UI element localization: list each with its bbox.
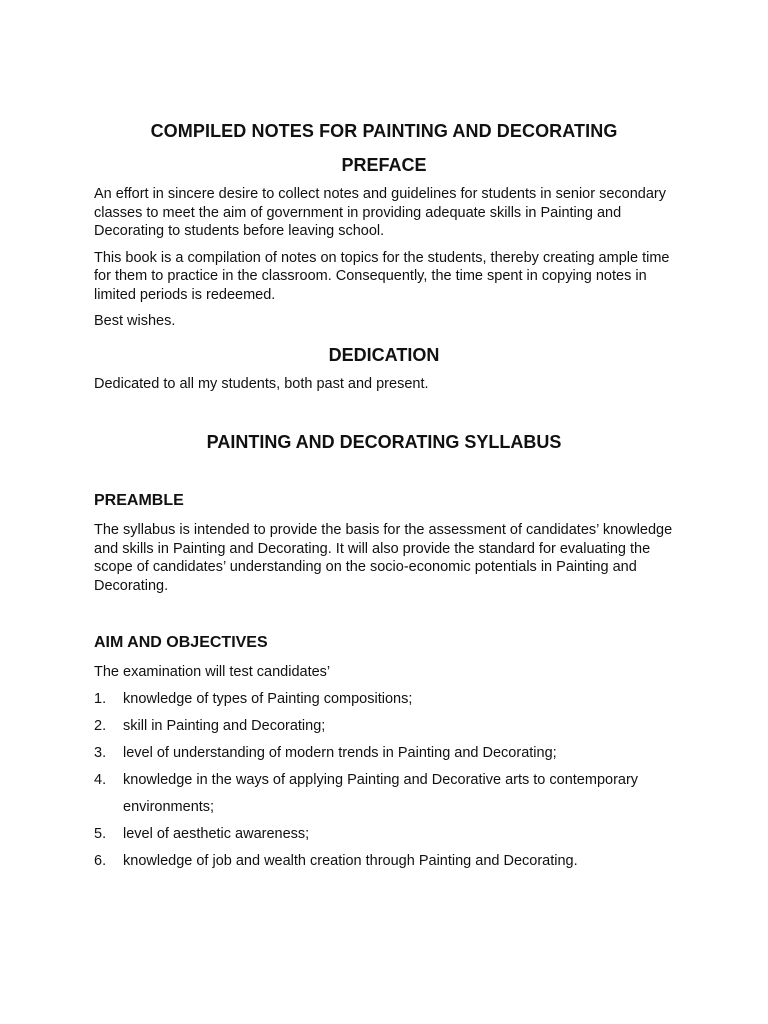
list-item-number: 1. bbox=[94, 690, 107, 707]
aims-heading: AIM AND OBJECTIVES bbox=[94, 634, 268, 651]
list-item-text: level of aesthetic awareness; bbox=[123, 825, 310, 842]
list-item-number: 6. bbox=[94, 852, 107, 869]
list-item bbox=[94, 713, 674, 740]
list-item-text: knowledge of job and wealth creation through Painting and Decorating. bbox=[123, 852, 578, 869]
dedication-text: Dedicated to all my students, both past and present. bbox=[94, 375, 429, 392]
preamble-text: The syllabus is intended to provide the basis for the assessment of candidates’ knowledge and skills in Painting and Decorating. It will also provide the standard for evaluating the scope of candidates’ understanding on the socio-economic potentials in Painting and Decorating. bbox=[94, 522, 673, 594]
preface-signoff: Best wishes. bbox=[94, 313, 176, 329]
list-item-text: knowledge of types of Painting compositions; bbox=[123, 690, 413, 707]
objectives-list bbox=[94, 686, 674, 875]
preface-paragraph-2: This book is a compilation of notes on topics for the students, thereby creating ample time for them to practice in the classroom. Consequently, the time spent in copying notes in limited periods is redeemed. bbox=[94, 249, 670, 303]
dedication-heading: DEDICATION bbox=[328, 344, 440, 365]
preface-heading: PREFACE bbox=[341, 155, 427, 175]
preamble-heading: PREAMBLE bbox=[94, 492, 184, 509]
list-item bbox=[94, 686, 674, 713]
list-item-text: level of understanding of modern trends in Painting and Decorating; bbox=[123, 744, 557, 761]
syllabus-heading: PAINTING AND DECORATING SYLLABUS bbox=[206, 432, 562, 452]
list-item bbox=[94, 767, 674, 821]
list-item-number: 3. bbox=[94, 744, 107, 761]
list-item-text: knowledge in the ways of applying Painting and Decorative arts to contemporary environments; bbox=[123, 771, 639, 815]
document-title: COMPILED NOTES FOR PAINTING AND DECORATING bbox=[150, 121, 618, 141]
list-item bbox=[94, 821, 674, 848]
preface-paragraph-1: An effort in sincere desire to collect notes and guidelines for students in senior secondary classes to meet the aim of government in providing adequate skills in Painting and Decorating to students before leaving school. bbox=[94, 186, 667, 239]
aims-intro: The examination will test candidates’ bbox=[94, 664, 331, 680]
list-item-number: 2. bbox=[94, 717, 107, 734]
list-item-number: 4. bbox=[94, 771, 107, 788]
list-item-number: 5. bbox=[94, 825, 107, 842]
list-item bbox=[94, 740, 674, 767]
list-item bbox=[94, 848, 674, 875]
list-item-text: skill in Painting and Decorating; bbox=[123, 717, 326, 734]
